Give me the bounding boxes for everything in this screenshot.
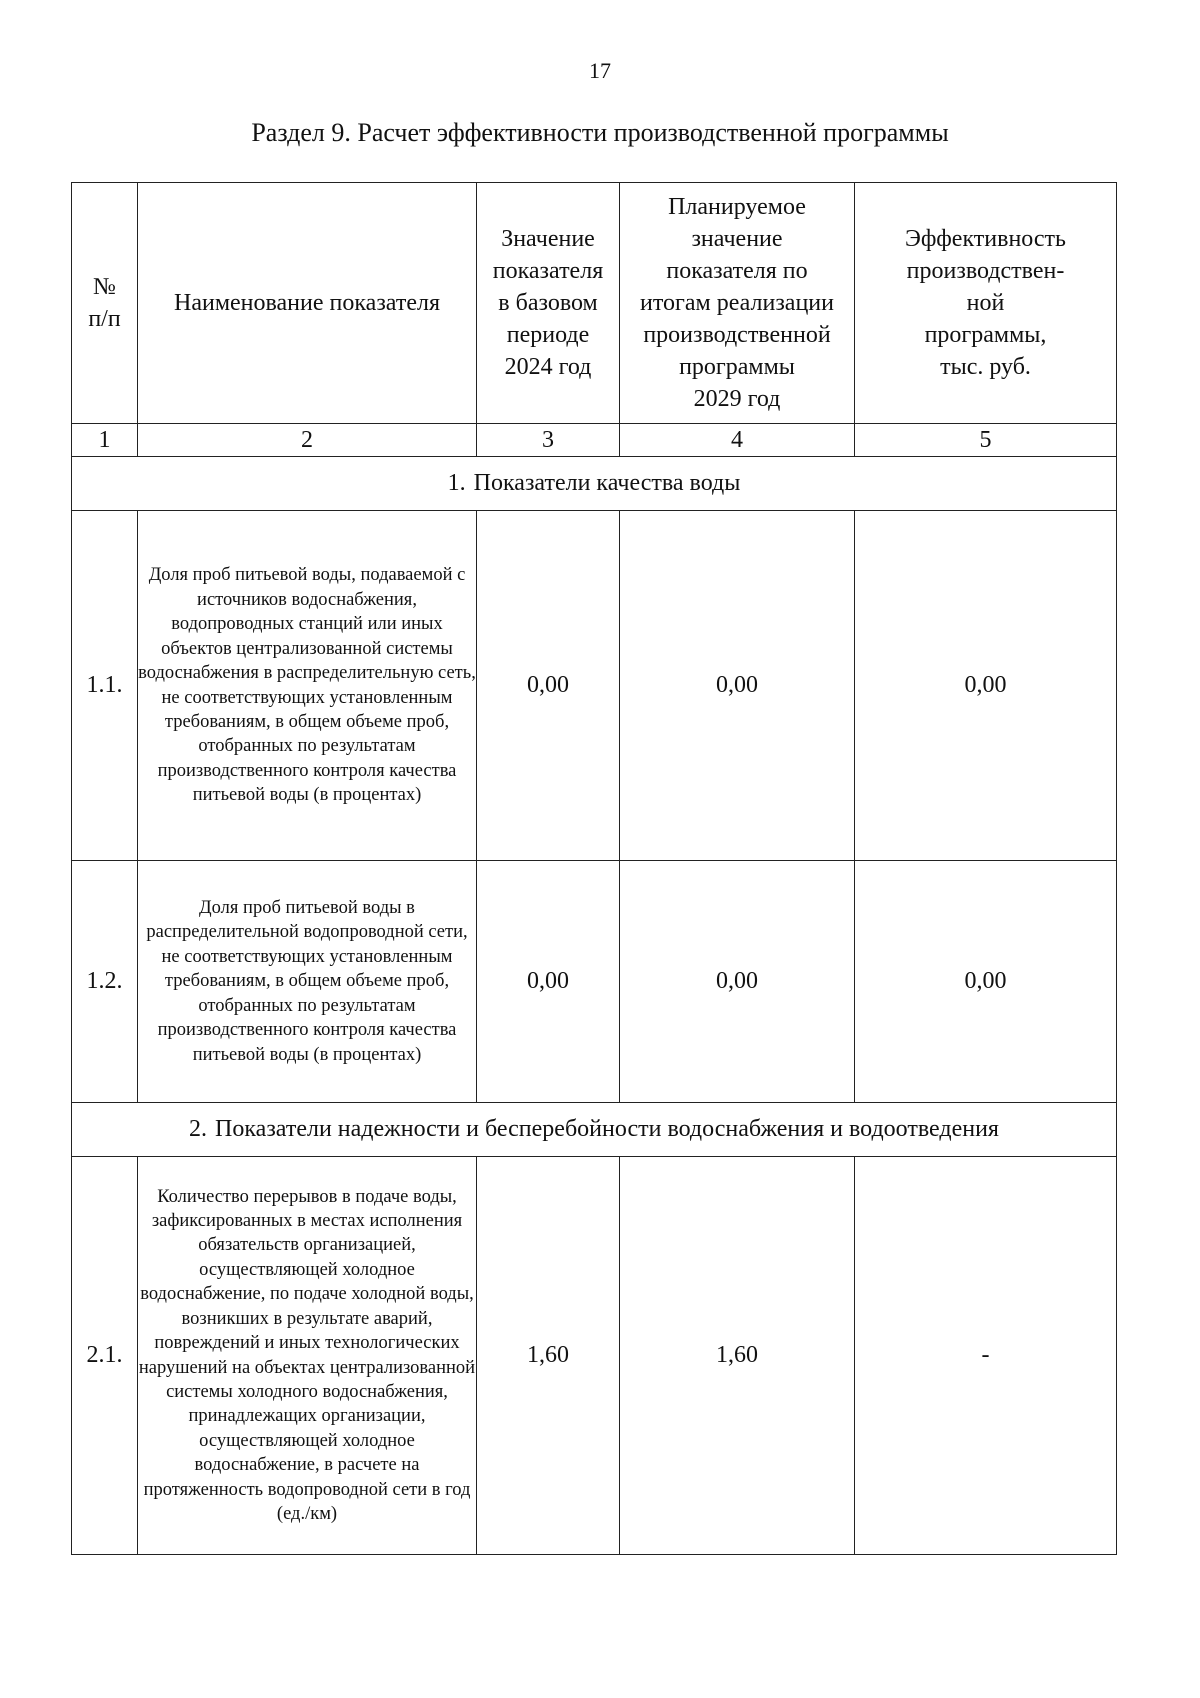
column-number: 2 [138, 424, 477, 457]
group-title-cell [72, 1103, 1117, 1157]
column-number: 5 [855, 424, 1117, 457]
header-number: № п/п [72, 183, 138, 424]
row-index: 2.1. [72, 1157, 138, 1555]
column-number-row [72, 424, 1117, 457]
row-base-value: 1,60 [477, 1157, 620, 1555]
row-index: 1.1. [72, 511, 138, 861]
group-number: 1. [447, 470, 466, 496]
row-planned-value: 0,00 [620, 511, 855, 861]
group-title: Показатели качества воды [473, 470, 741, 496]
row-efficiency: - [855, 1157, 1117, 1555]
column-number: 4 [620, 424, 855, 457]
efficiency-table [71, 182, 1117, 1555]
row-efficiency: 0,00 [855, 511, 1117, 861]
table-row [72, 511, 1117, 861]
header-planned-value: Планируемое значение показателя по итогам реализации производственной программы 2029 год [620, 183, 855, 424]
column-number: 1 [72, 424, 138, 457]
group-title-cell [72, 457, 1117, 511]
header-efficiency: Эффективность производствен- ной программы, тыс. руб. [855, 183, 1117, 424]
row-planned-value: 0,00 [620, 861, 855, 1103]
table-row [72, 1157, 1117, 1555]
row-efficiency: 0,00 [855, 861, 1117, 1103]
table-row [72, 861, 1117, 1103]
section-title: Раздел 9. Расчет эффективности производственной программы [251, 118, 949, 147]
row-indicator-name: Доля проб питьевой воды, подаваемой с источников водоснабжения, водопроводных станций или иных объектов централизованной системы водоснабжения в распределительную сеть, не соответствующих установленным требованиям, в общем объеме проб, отобранных по результатам производственного контроля качества питьевой воды (в процентах) [138, 511, 477, 861]
row-indicator-name: Количество перерывов в подаче воды, зафиксированных в местах исполнения обязательств организацией, осуществляющей холодное водоснабжение, по подаче холодной воды, возникших в результате аварий, повреждений и иных технологических нарушений на объектах централизованной системы холодного водоснабжения, принадлежащих организации, осуществляющей холодное водоснабжение, в расчете на протяженность водопроводной сети в год (ед./км) [138, 1157, 477, 1555]
row-base-value: 0,00 [477, 511, 620, 861]
page-number: 17 [589, 58, 611, 83]
header-indicator-name: Наименование показателя [138, 183, 477, 424]
row-indicator-name: Доля проб питьевой воды в распределительной водопроводной сети, не соответствующих установленным требованиям, в общем объеме проб, отобранных по результатам производственного контроля качества питьевой воды (в процентах) [138, 861, 477, 1103]
group-header-water-quality [72, 457, 1117, 511]
group-title: Показатели надежности и бесперебойности водоснабжения и водоотведения [215, 1116, 999, 1142]
row-index: 1.2. [72, 861, 138, 1103]
table-header-row [72, 183, 1117, 424]
column-number: 3 [477, 424, 620, 457]
group-number: 2. [189, 1116, 208, 1142]
row-planned-value: 1,60 [620, 1157, 855, 1555]
header-base-value: Значение показателя в базовом периоде 2024 год [477, 183, 620, 424]
row-base-value: 0,00 [477, 861, 620, 1103]
group-header-reliability [72, 1103, 1117, 1157]
